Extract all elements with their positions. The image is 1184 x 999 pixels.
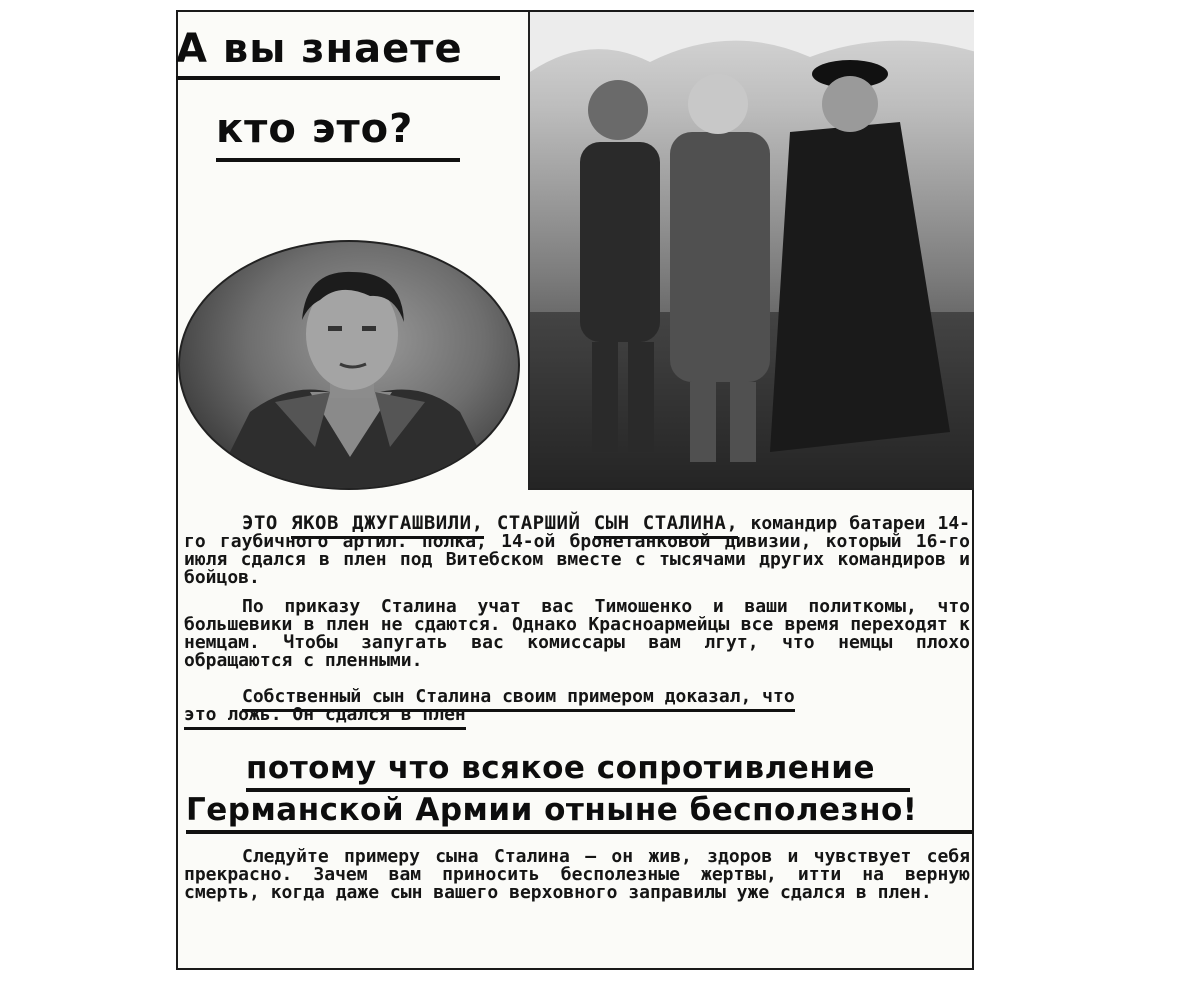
paragraph-3-line-2: это ложь. Он сдался в плен	[184, 704, 466, 730]
paragraph-2	[184, 598, 970, 670]
lead-prefix: ЭТО	[242, 512, 292, 534]
lead-son: СЫН СТАЛИНА,	[594, 512, 739, 539]
title-line-1: А вы знаете	[176, 26, 463, 72]
paragraph-4	[184, 848, 970, 902]
paragraph-4-text: Следуйте примеру сына Сталина — он жив, здоров и чувствует себя прекрасно. Зачем вам приносить бесполезные жертвы, итти на верную смерть, когда даже сын вашего верховного заправилы уже сдался в плен.	[184, 846, 970, 903]
lead-rest: командир батареи 14-го гаубичного артил. полка, 14-ой бронетанковой дивизии, который 16-го июля сдался в плен под Витебском вместе с тысячами других командиров и бойцов.	[184, 513, 970, 588]
portrait-photo	[178, 240, 520, 490]
group-photo-illustration	[530, 12, 974, 490]
group-photo	[528, 12, 974, 490]
headline-line-1: потому что всякое сопротивление	[246, 750, 875, 786]
paragraph-2-text: По приказу Сталина учат вас Тимошенко и ваши политкомы, что большевики в плен не сдаются. Однако Красноармейцы все время переходят к немцам. Чтобы запугать вас комиссары вам лгут, что немцы плохо обращаются с пленными.	[184, 596, 970, 671]
headline-underline-2	[186, 830, 972, 834]
lead-name: ЯКОВ ДЖУГАШВИЛИ,	[291, 512, 483, 539]
paragraph-3	[184, 688, 970, 724]
title-underline-2	[216, 158, 460, 162]
paragraph-3-line-1: Собственный сын Сталина своим примером доказал, что	[242, 686, 795, 712]
lead-middle: СТАРШИЙ	[483, 512, 594, 534]
headline-line-2: Германской Армии отныне бесполезно!	[186, 792, 918, 828]
title-line-2: кто это?	[216, 106, 414, 152]
title-underline-1	[176, 76, 500, 80]
leaflet	[176, 10, 974, 970]
lead-paragraph	[184, 514, 970, 587]
portrait-illustration	[180, 242, 520, 490]
